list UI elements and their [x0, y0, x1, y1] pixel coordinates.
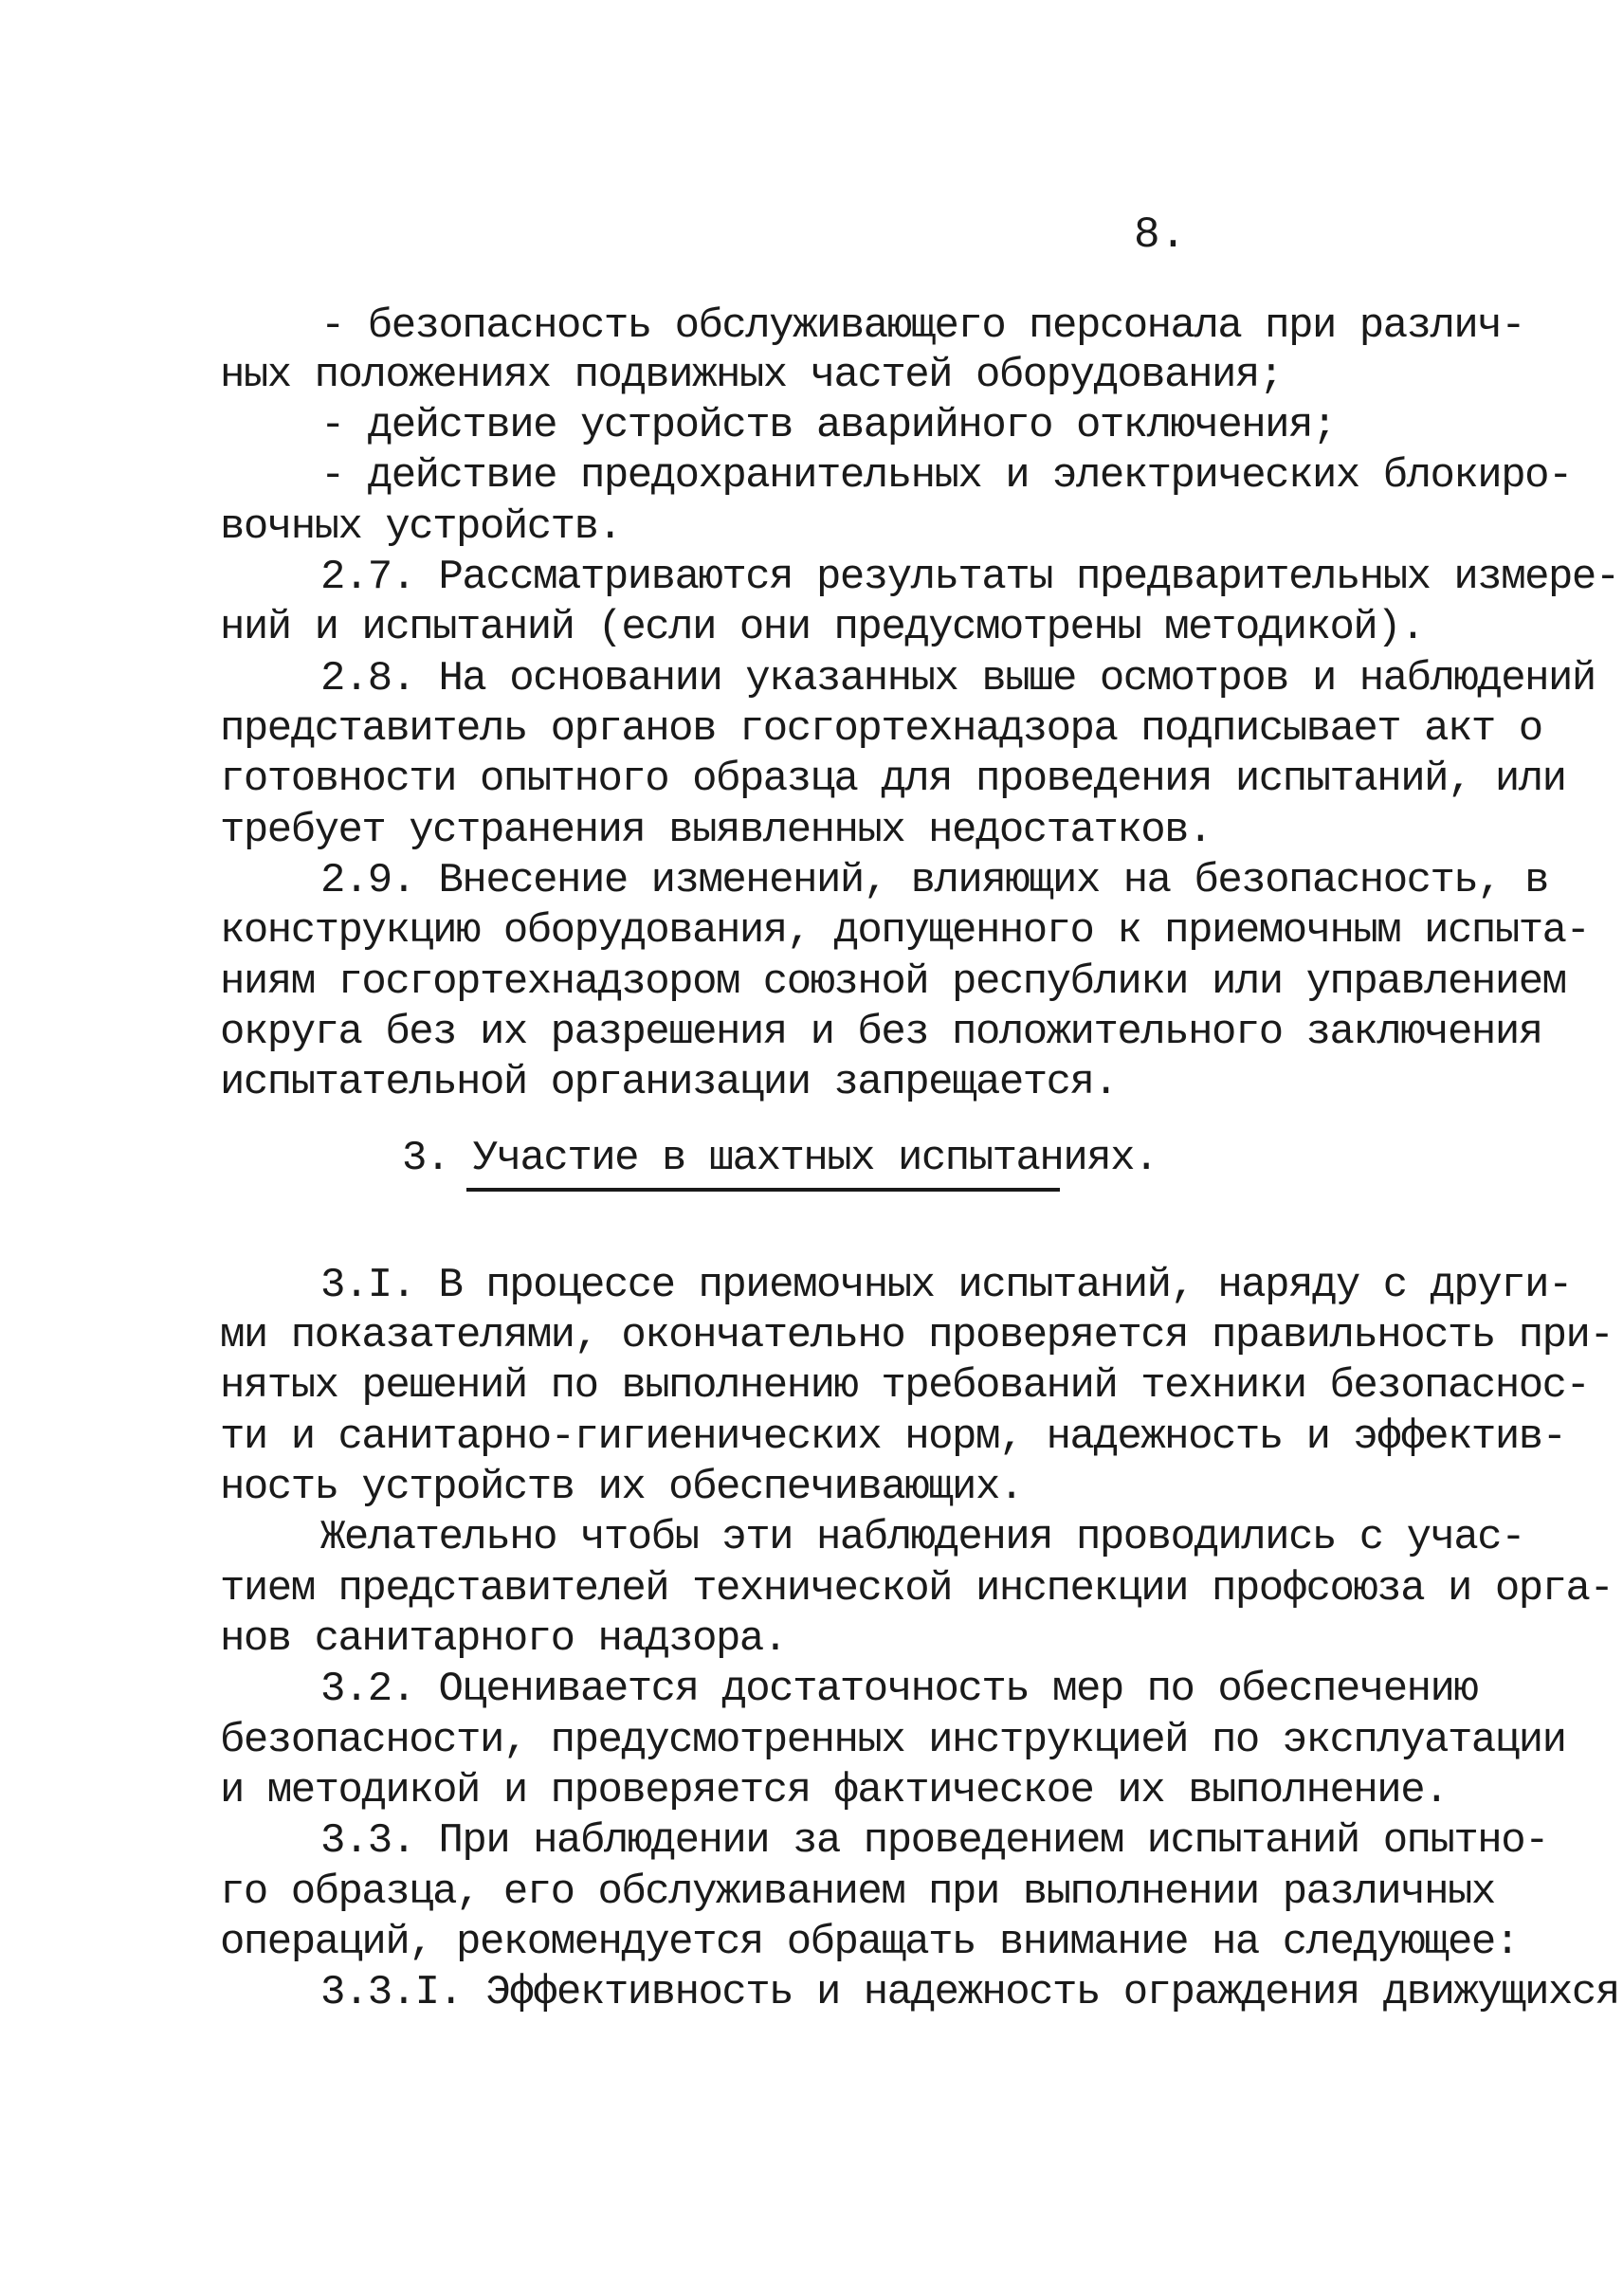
heading-underline	[466, 1188, 1060, 1192]
text-line: операций, рекомендуется обращать внимание на следующее:	[220, 1919, 1519, 1966]
text-line: - действие предохранительных и электрических блокиро-	[320, 452, 1572, 500]
text-line: требует устранения выявленных недостатков.	[220, 807, 1212, 854]
text-line: ний и испытаний (если они предусмотрены методикой).	[220, 604, 1425, 651]
text-line: ных положениях подвижных частей оборудования;	[220, 352, 1283, 399]
text-line: конструкцию оборудования, допущенного к приемочным испыта-	[220, 907, 1590, 955]
text-line: 3.2. Оценивается достаточность мер по обеспечению	[320, 1666, 1478, 1713]
text-line: 3.I. В процессе приемочных испытаний, наряду с други-	[320, 1262, 1572, 1309]
text-line: безопасности, предусмотренных инструкцией по эксплуатации	[220, 1717, 1566, 1764]
text-line: ти и санитарно-гигиенических норм, надежность и эффектив-	[220, 1413, 1566, 1461]
text-line: округа без их разрешения и без положительного заключения	[220, 1009, 1542, 1056]
text-line: Желательно чтобы эти наблюдения проводились с учас-	[320, 1514, 1525, 1561]
text-line: вочных устройств.	[220, 503, 622, 551]
text-line: 2.8. На основании указанных выше осмотров и наблюдений	[320, 655, 1596, 702]
text-line: 2.7. Рассматриваются результаты предварительных измере-	[320, 554, 1619, 601]
text-line: - безопасность обслуживающего персонала при различ-	[320, 302, 1525, 350]
text-line: нов санитарного надзора.	[220, 1615, 787, 1663]
text-line: представитель органов госгортехнадзора подписывает акт о	[220, 705, 1542, 753]
text-line: готовности опытного образца для проведения испытаний, или	[220, 756, 1566, 803]
text-line: 3.3.I. Эффективность и надежность ограждения движущихся	[320, 1969, 1619, 2016]
text-line: ниям госгортехнадзором союзной республики или управлением	[220, 958, 1566, 1006]
text-line: 2.9. Внесение изменений, влияющих на безопасность, в	[320, 857, 1549, 904]
text-line: - действие устройств аварийного отключения;	[320, 402, 1336, 449]
text-line: нятых решений по выполнению требований техники безопаснос-	[220, 1362, 1590, 1410]
page-number: 8.	[1134, 210, 1187, 260]
section-3-heading: 3. Участие в шахтных испытаниях.	[402, 1135, 1158, 1182]
text-line: го образца, его обслуживанием при выполнении различных	[220, 1868, 1495, 1916]
text-line: ность устройств их обеспечивающих.	[220, 1464, 1023, 1511]
text-line: тием представителей технической инспекции профсоюза и орга-	[220, 1565, 1614, 1613]
text-line: и методикой и проверяется фактическое их выполнение.	[220, 1767, 1449, 1814]
text-line: 3.3. При наблюдении за проведением испытаний опытно-	[320, 1817, 1549, 1865]
text-line: испытательной организации запрещается.	[220, 1059, 1118, 1106]
text-line: ми показателями, окончательно проверяется правильность при-	[220, 1312, 1614, 1359]
